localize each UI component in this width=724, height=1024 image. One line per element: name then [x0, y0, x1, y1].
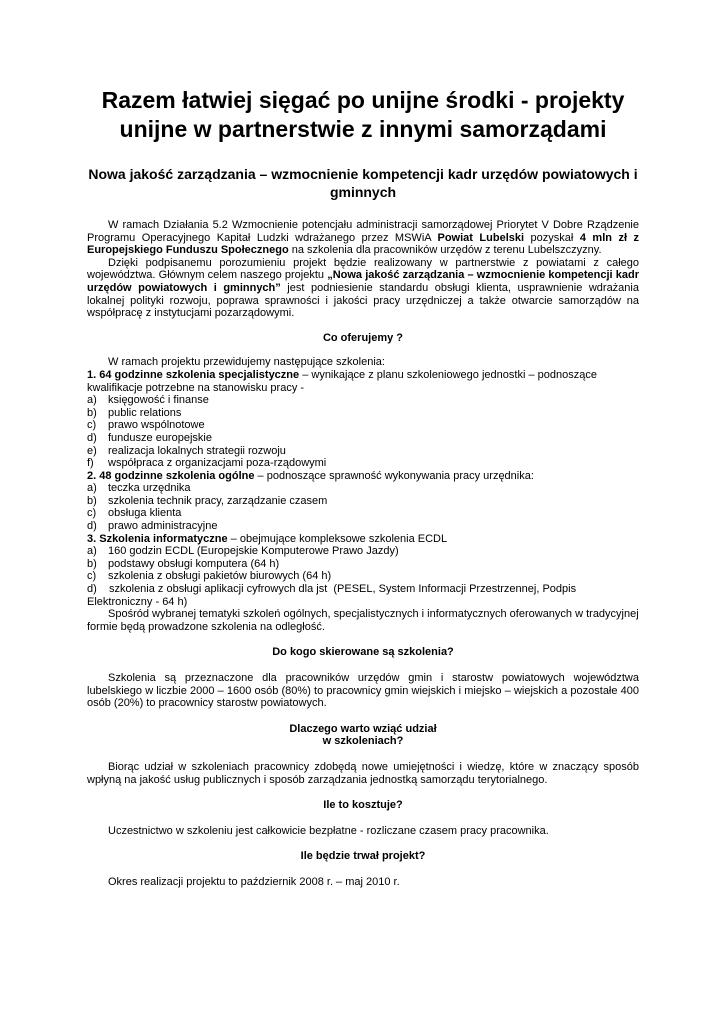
- intro-text: jest podniesienie standardu obsługi klienta, usprawnienie wdrażania lokalnej polityki rozwoju, poprawa sprawności i jakości pracy urzędniczej a także otwarcie samorządów na współpracę z instytucjami pozarządowymi.: [87, 281, 639, 320]
- offer-group-3: [87, 533, 639, 546]
- list-item: [87, 419, 639, 432]
- list-text: realizacja lokalnych strategii rozwoju: [108, 444, 286, 457]
- list-item: [87, 457, 639, 470]
- list-item: [87, 432, 639, 445]
- section-heading-duration: Ile będzie trwał projekt?: [300, 850, 426, 863]
- list-letter: d): [87, 431, 97, 444]
- list-letter: c): [87, 507, 97, 520]
- group-description: – wynikające z planu szkoleniowego jednostki – podnoszące kwalifikacje potrzebne na stanowisku pracy -: [87, 368, 597, 394]
- list-text: fundusze europejskie: [108, 431, 212, 444]
- list-item: [87, 570, 639, 583]
- intro-bold-beneficiary: Powiat Lubelski: [437, 231, 525, 244]
- list-item: [87, 482, 639, 495]
- list-letter: a): [87, 545, 97, 558]
- group-description: – obejmujące kompleksowe szkolenia ECDL: [227, 532, 448, 545]
- offer-closing: Spośród wybranej tematyki szkoleń ogólnych, specjalistycznych i informatycznych oferowanych w tradycyjnej formie będą prowadzone szkolenia na odległość.: [87, 608, 639, 633]
- list-text: prawo wspólnotowe: [108, 419, 205, 432]
- section-heading-cost: Ile to kosztuje?: [323, 799, 403, 812]
- intro-text: W ramach Działania 5.2 Wzmocnienie potencjału administracji samorządowej Priorytet V Dobre Rządzenie Programu Operacyjnego Kapitał Ludzki wdrażanego przez MSWiA: [87, 219, 639, 244]
- offer-intro: W ramach projektu przewidujemy następujące szkolenia:: [108, 356, 385, 369]
- intro-text: Dzięki podpisanemu porozumieniu projekt będzie realizowany w partnerstwie z powiatami z całego województwa. Głównym celem naszego projektu: [87, 256, 639, 282]
- list-letter: c): [87, 419, 97, 432]
- list-letter: b): [87, 406, 97, 419]
- list-text: współpraca z organizacjami poza-rządowymi: [108, 457, 327, 470]
- document-title: Razem łatwiej sięgać po unijne środki - projekty unijne w partnerstwie z innymi samorządami: [101, 87, 625, 142]
- list-letter: e): [87, 444, 97, 457]
- intro-bold-project-name: „Nowa jakość zarządzania – wzmocnienie kompetencji kadr urzędów powiatowych i gminnych”: [87, 269, 639, 294]
- list-text: 160 godzin ECDL (Europejskie Komputerowe Prawo Jazdy): [108, 545, 399, 558]
- list-text: szkolenia technik pracy, zarządzanie czasem: [108, 494, 328, 507]
- list-letter: f): [87, 457, 94, 470]
- cost-text: Uczestnictwo w szkoleniu jest całkowicie bezpłatne - rozliczane czasem pracy pracownika.: [108, 824, 549, 837]
- offer-group-2: [87, 470, 639, 483]
- list-item: [87, 507, 639, 520]
- list-item: [87, 558, 639, 571]
- duration-text: Okres realizacji projektu to październik 2008 r. – maj 2010 r.: [108, 875, 400, 888]
- intro-paragraph-1: [87, 219, 639, 257]
- why-text: Biorąc udział w szkoleniach pracownicy zdobędą nowe umiejętności i wiedzę, które w znaczący sposób wpłyną na jakość usług publicznych i sposób zarządzania jednostką samorządu terytorialnego.: [87, 760, 639, 786]
- list-item: [87, 445, 639, 458]
- section-heading-why-line-2: w szkoleniach?: [322, 735, 404, 748]
- list-letter: d): [87, 520, 97, 533]
- list-letter: b): [87, 494, 97, 507]
- list-text: księgowość i finanse: [108, 394, 209, 407]
- list-item: [87, 520, 639, 533]
- list-letter: c): [87, 570, 97, 583]
- list-item: [87, 394, 639, 407]
- document-body: [87, 86, 639, 889]
- section-heading-audience: Do kogo skierowane są szkolenia?: [272, 646, 454, 659]
- list-item-wrapped: d) szkolenia z obsługi aplikacji cyfrowych dla jst (PESEL, System Informacji Przestrzennej, Podpis Elektroniczny - 64 h): [87, 583, 580, 608]
- document-subtitle: Nowa jakość zarządzania – wzmocnienie kompetencji kadr urzędów powiatowych i gminnych: [88, 166, 638, 200]
- intro-text: pozyskał: [524, 231, 580, 244]
- intro-bold-funding: 4 mln zł z Europejskiego Funduszu Społecznego: [87, 231, 639, 257]
- list-letter: a): [87, 394, 97, 407]
- group-title: 2. 48 godzinne szkolenia ogólne: [87, 469, 255, 482]
- list-item: [87, 407, 639, 420]
- offer-group-1: [87, 369, 639, 394]
- section-heading-offer: Co oferujemy ?: [322, 331, 404, 344]
- intro-text: na szkolenia dla pracowników urzędów z terenu Lubelszczyzny.: [288, 244, 602, 257]
- list-text: public relations: [108, 406, 182, 419]
- list-text: prawo administracyjne: [108, 520, 218, 533]
- list-text: obsługa klienta: [108, 507, 182, 520]
- list-letter: b): [87, 557, 97, 570]
- list-text: szkolenia z obsługi pakietów biurowych (64 h): [108, 570, 332, 583]
- list-text: teczka urzędnika: [108, 482, 191, 495]
- group-title: 3. Szkolenia informatyczne: [87, 532, 228, 545]
- intro-paragraph-2: [87, 257, 639, 320]
- list-item: [87, 495, 639, 508]
- audience-text: Szkolenia są przeznaczone dla pracowników urzędów gmin i starostw powiatowych województwa lubelskiego w liczbie 2000 – 1600 osób (80%) to pracownicy gmin wiejskich i miejsko – wiejskich a pozostałe 400 osób (20%) to pracownicy starostw powiatowych.: [87, 672, 639, 710]
- list-text: podstawy obsługi komputera (64 h): [108, 557, 280, 570]
- list-letter: a): [87, 482, 97, 495]
- group-description: – podnoszące sprawność wykonywania pracy urzędnika:: [254, 469, 534, 482]
- list-item: [87, 545, 639, 558]
- section-heading-why-line-1: Dlaczego warto wziąć udział: [289, 722, 437, 735]
- group-title: 1. 64 godzinne szkolenia specjalistyczne: [87, 368, 300, 381]
